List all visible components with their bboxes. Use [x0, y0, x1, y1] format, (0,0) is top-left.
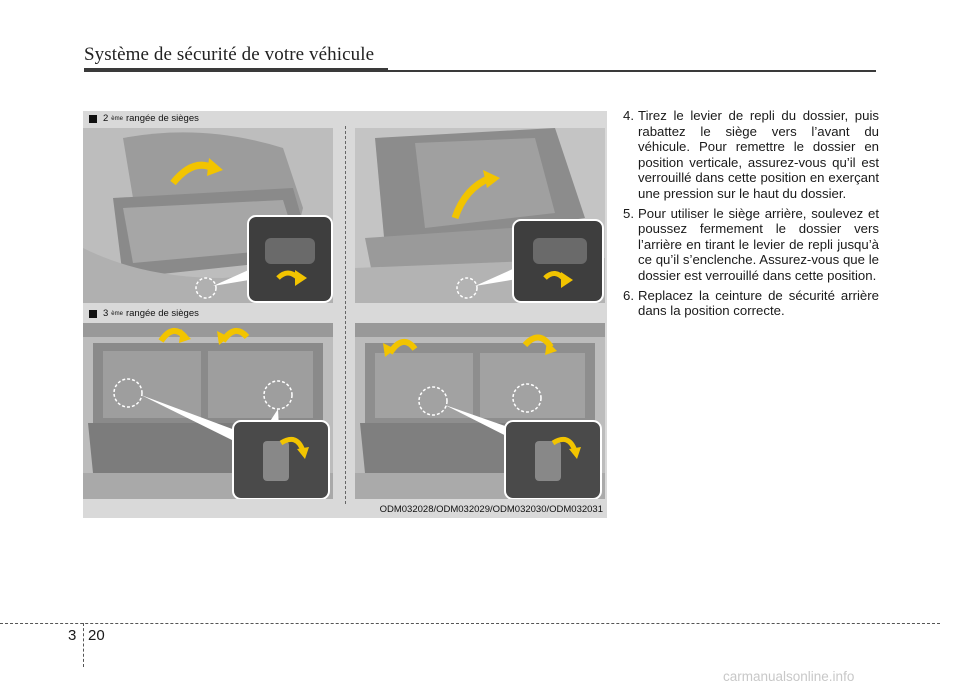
chapter-number: 3 — [68, 627, 77, 644]
header-rule-thick — [84, 68, 388, 72]
footer-divider — [83, 623, 84, 667]
panel-divider — [345, 126, 346, 504]
caption-third-row: 3 ème rangée de sièges — [89, 308, 199, 319]
step-item — [623, 206, 879, 284]
footer-rule — [0, 623, 940, 624]
step-number: 5. — [623, 205, 634, 221]
step-text: Tirez le levier de repli du dossier, puis rabattez le siège vers l’avant du véhicule. Pour remettre le dossier en position verticale, assurez-vous qu’il est verrouillé dans cette position en exerçant une pression sur le haut du dossier. — [638, 108, 879, 201]
photo-third-row-folded — [355, 323, 605, 499]
page-header-title: Système de sécurité de votre véhicule — [84, 44, 375, 65]
photo-third-row-upright — [83, 323, 333, 499]
square-bullet-icon — [89, 310, 97, 318]
photo-second-row-upright — [355, 128, 605, 303]
instruction-steps — [623, 108, 879, 323]
page-number: 20 — [88, 627, 105, 644]
step-item — [623, 288, 879, 319]
square-bullet-icon — [89, 115, 97, 123]
step-text: Replacez la ceinture de sécurité arrière dans la position correcte. — [638, 287, 879, 319]
step-text: Pour utiliser le siège arrière, soulevez et poussez fermement le dossier vers l’arrière en tirant le levier de repli jusqu’à ce qu’il s’enclenche. Assurez-vous que le dossier est verrouillé dans cette position. — [638, 205, 879, 283]
step-item — [623, 108, 879, 202]
photo-second-row-folded — [83, 128, 333, 303]
watermark: carmanualsonline.info — [723, 669, 855, 684]
header-rule-thin — [388, 70, 876, 72]
step-number: 4. — [623, 108, 634, 123]
step-number: 6. — [623, 287, 634, 303]
figure-id: ODM032028/ODM032029/ODM032030/ODM032031 — [379, 504, 603, 515]
caption-second-row: 2 ème rangée de sièges — [89, 113, 199, 124]
